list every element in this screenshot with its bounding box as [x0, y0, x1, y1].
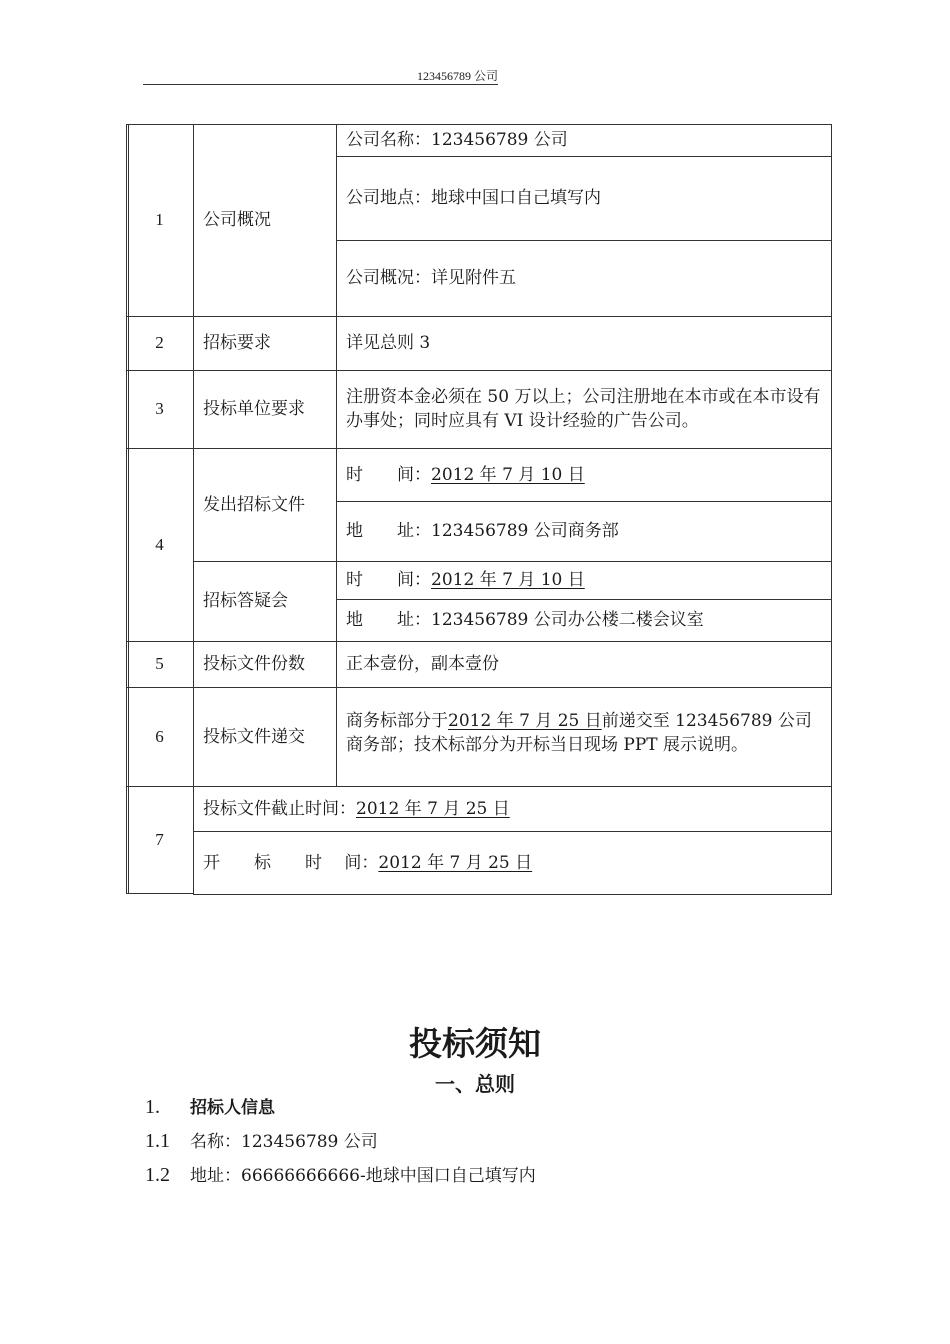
row-number: 4: [155, 534, 164, 554]
submission-date: 2012 年 7 月 25 日: [448, 711, 602, 731]
row-label-tender-requirements: 招标要求: [203, 333, 271, 353]
deadline-value: 2012 年 7 月 25 日: [356, 798, 510, 819]
tender-requirements-value: 详见总则 3: [346, 333, 431, 353]
page-title: 投标须知: [409, 1024, 541, 1063]
company-name-value: 公司名称：123456789 公司: [346, 130, 568, 150]
section-text: 地址：66666666666-地球中国口自己填写内: [190, 1166, 536, 1186]
section-number: 1.1: [145, 1130, 170, 1152]
section-text: 名称：123456789 公司: [190, 1132, 378, 1152]
qa-time-label: 时 间：: [346, 570, 431, 590]
table-border-bottom: [193, 894, 832, 895]
bidder-requirements-value: 注册资本金必须在 50 万以上；公司注册地在本市或在本市设有办事处；同时应具有 VI 设计经验的广告公司。: [346, 387, 821, 431]
submission-value: [336, 687, 831, 786]
company-location-value: 公司地点：地球中国口自己填写内: [346, 188, 601, 208]
submission-text-post: 前递交至 123456789 公司商务部；技术标部分为开标当日现场 PPT 展示说明。: [346, 711, 812, 755]
row-label-bidder-requirements: 投标单位要求: [203, 399, 305, 419]
header-company: 123456789 公司: [416, 69, 498, 83]
deadline-label: 投标文件截止时间：: [203, 798, 356, 819]
opening-time-value: 2012 年 7 月 25 日: [378, 852, 533, 873]
row-label-company-overview: 公司概况: [203, 210, 271, 230]
table-border-bottom: [126, 893, 194, 894]
issue-address-field: [336, 501, 831, 561]
section-number: 1.2: [145, 1164, 170, 1186]
row-number: 1: [155, 210, 164, 229]
deadline-field: [193, 786, 831, 831]
row-number: 7: [155, 829, 164, 849]
qa-address-value: 123456789 公司办公楼二楼会议室: [431, 610, 704, 630]
qa-address-label: 地 址：: [346, 610, 431, 630]
row-number: 3: [155, 399, 164, 418]
page-header: [143, 68, 498, 85]
section-1: [145, 1094, 275, 1121]
issue-address-label: 地 址：: [346, 521, 431, 541]
issue-time-label: 时 间：: [346, 464, 431, 485]
row-label-copies: 投标文件份数: [203, 654, 305, 674]
bid-info-table: [126, 124, 832, 895]
submission-text-pre: 商务标部分于: [346, 711, 448, 731]
section-number: 1.: [145, 1096, 160, 1118]
row-number: 5: [155, 654, 164, 673]
copies-value: 正本壹份，副本壹份: [346, 654, 499, 674]
issue-address-value: 123456789 公司商务部: [431, 521, 619, 541]
row-label-submission: 投标文件递交: [203, 726, 305, 747]
section-1-1: [145, 1128, 378, 1155]
row-number: 2: [155, 333, 164, 352]
section-heading: 一、总则: [435, 1072, 515, 1096]
opening-time-label: 开 标 时 间：: [203, 852, 379, 873]
row-number: 6: [155, 726, 164, 746]
qa-time-field: [336, 561, 831, 599]
row-label-qa-meeting: 招标答疑会: [203, 591, 288, 611]
section-title: 招标人信息: [190, 1098, 275, 1118]
row-label-issue-tender-docs: 发出招标文件: [203, 494, 305, 515]
issue-time-field: [336, 448, 831, 501]
qa-address-field: [336, 599, 831, 641]
company-overview-value: 公司概况：详见附件五: [346, 268, 516, 288]
section-1-2: [145, 1162, 536, 1189]
opening-time-field: [193, 831, 831, 894]
issue-time-value: 2012 年 7 月 10 日: [431, 464, 585, 485]
qa-time-value: 2012 年 7 月 10 日: [431, 570, 585, 590]
